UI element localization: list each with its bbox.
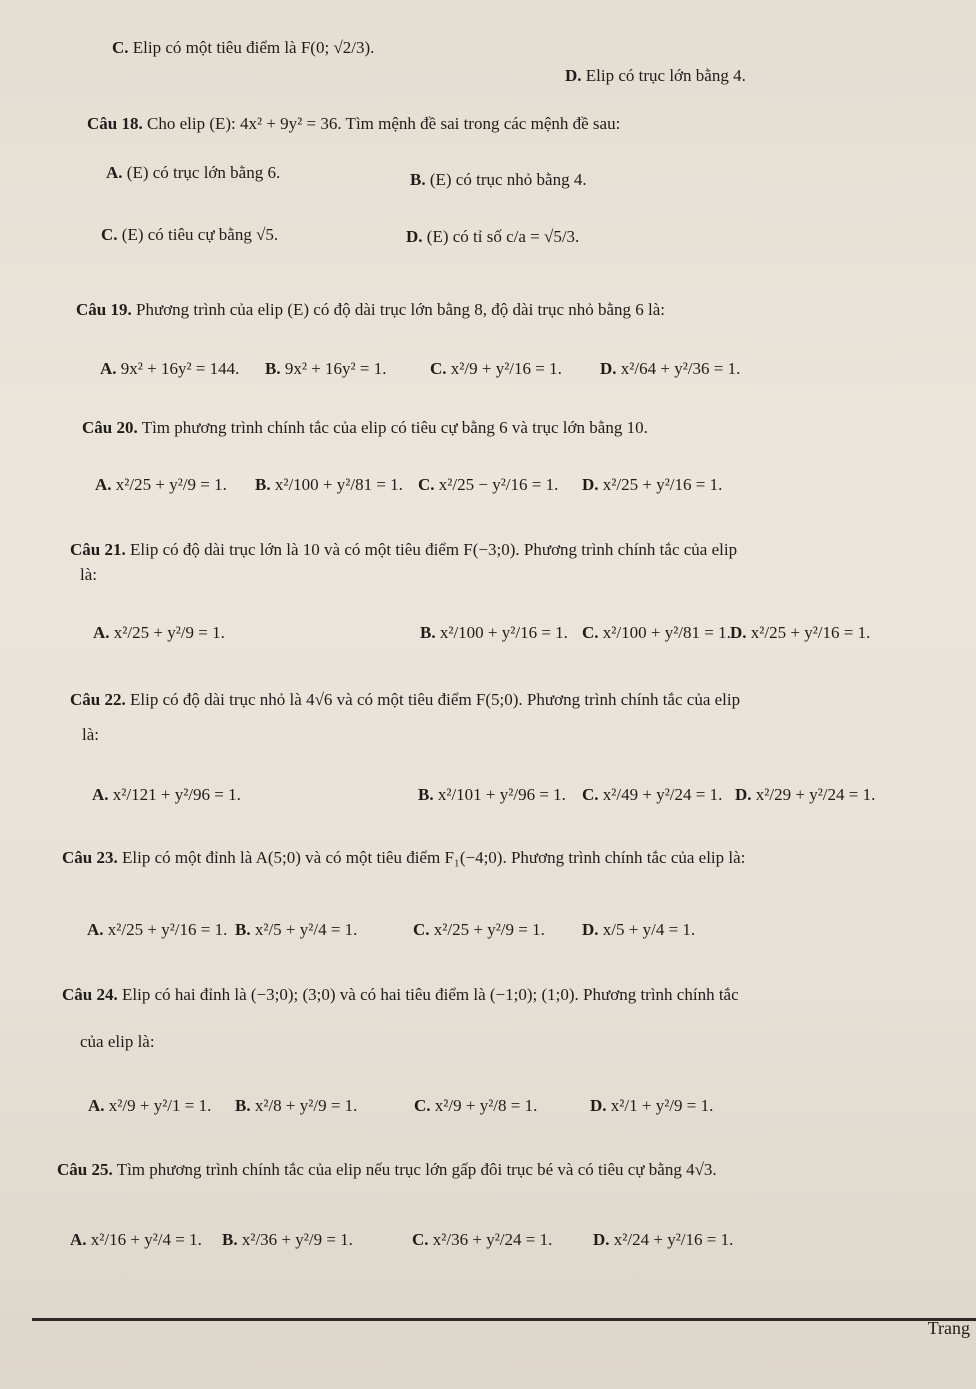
q21-option-d: D. x²/25 + y²/16 = 1. bbox=[730, 623, 871, 642]
q17-option-c-text: Elip có một tiêu điểm là F(0; √2/3). bbox=[132, 38, 375, 57]
q25-stem: Câu 25. Tìm phương trình chính tắc của elip nếu trục lớn gấp đôi trục bé và có tiêu cự bằng 4√3. bbox=[57, 1160, 717, 1179]
q18-option-a: A. (E) có trục lớn bằng 6. bbox=[106, 163, 281, 182]
q20-option-d: D. x²/25 + y²/16 = 1. bbox=[582, 475, 723, 494]
q22-stem-cont: là: bbox=[82, 725, 99, 744]
q23-stem: Câu 23. Elip có một đỉnh là A(5;0) và có một tiêu điểm F₁(−4;0). Phương trình chính tắc của elip là: bbox=[62, 848, 746, 867]
q25-option-c: C. x²/36 + y²/24 = 1. bbox=[412, 1230, 553, 1249]
q22-option-c: C. x²/49 + y²/24 = 1. bbox=[582, 785, 723, 804]
q25-option-b: B. x²/36 + y²/9 = 1. bbox=[222, 1230, 353, 1249]
q17-option-d: D. Elip có trục lớn bằng 4. bbox=[565, 66, 746, 85]
footer-rule bbox=[32, 1318, 976, 1321]
q25-option-a: A. x²/16 + y²/4 = 1. bbox=[70, 1230, 202, 1249]
q23-option-a: A. x²/25 + y²/16 = 1. bbox=[87, 920, 228, 939]
q19-option-a: A. 9x² + 16y² = 144. bbox=[100, 359, 240, 378]
q17-option-c: C. Elip có một tiêu điểm là F(0; √2/3). bbox=[112, 38, 375, 57]
q21-option-b: B. x²/100 + y²/16 = 1. bbox=[420, 623, 568, 642]
q23-option-d: D. x/5 + y/4 = 1. bbox=[582, 920, 696, 939]
q22-option-b: B. x²/101 + y²/96 = 1. bbox=[418, 785, 566, 804]
q20-option-b: B. x²/100 + y²/81 = 1. bbox=[255, 475, 403, 494]
q22-stem: Câu 22. Elip có độ dài trục nhỏ là 4√6 và có một tiêu điểm F(5;0). Phương trình chính tắc của elip bbox=[70, 690, 741, 709]
q18-option-d: D. (E) có tỉ số c/a = √5/3. bbox=[406, 227, 580, 246]
q18-option-b: B. (E) có trục nhỏ bằng 4. bbox=[410, 170, 587, 189]
q24-stem: Câu 24. Elip có hai đỉnh là (−3;0); (3;0) và có hai tiêu điểm là (−1;0); (1;0). Phương trình chính tắc bbox=[62, 985, 739, 1004]
q20-stem: Câu 20. Tìm phương trình chính tắc của elip có tiêu cự bằng 6 và trục lớn bằng 10. bbox=[82, 418, 648, 437]
page-footer-label: Trang bbox=[927, 1318, 970, 1338]
q24-stem-cont: của elip là: bbox=[80, 1032, 155, 1051]
q21-option-c: C. x²/100 + y²/81 = 1. bbox=[582, 623, 731, 642]
q18-stem: Câu 18. Cho elip (E): 4x² + 9y² = 36. Tìm mệnh đề sai trong các mệnh đề sau: bbox=[87, 114, 621, 133]
q19-option-b: B. 9x² + 16y² = 1. bbox=[265, 359, 387, 378]
q23-option-c: C. x²/25 + y²/9 = 1. bbox=[413, 920, 545, 939]
q24-option-b: B. x²/8 + y²/9 = 1. bbox=[235, 1096, 358, 1115]
q18-option-c: C. (E) có tiêu cự bằng √5. bbox=[101, 225, 279, 244]
q19-stem: Câu 19. Phương trình của elip (E) có độ dài trục lớn bằng 8, độ dài trục nhỏ bằng 6 là: bbox=[76, 300, 666, 319]
q21-stem: Câu 21. Elip có độ dài trục lớn là 10 và có một tiêu điểm F(−3;0). Phương trình chính tắc của elip bbox=[70, 540, 738, 559]
q20-option-c: C. x²/25 − y²/16 = 1. bbox=[418, 475, 559, 494]
q20-option-a: A. x²/25 + y²/9 = 1. bbox=[95, 475, 227, 494]
q21-option-a: A. x²/25 + y²/9 = 1. bbox=[93, 623, 225, 642]
q25-option-d: D. x²/24 + y²/16 = 1. bbox=[593, 1230, 734, 1249]
q19-option-d: D. x²/64 + y²/36 = 1. bbox=[600, 359, 741, 378]
q24-option-a: A. x²/9 + y²/1 = 1. bbox=[88, 1096, 212, 1115]
q22-option-a: A. x²/121 + y²/96 = 1. bbox=[92, 785, 241, 804]
q23-option-b: B. x²/5 + y²/4 = 1. bbox=[235, 920, 358, 939]
q19-option-c: C. x²/9 + y²/16 = 1. bbox=[430, 359, 562, 378]
q22-option-d: D. x²/29 + y²/24 = 1. bbox=[735, 785, 876, 804]
q17-option-d-text: Elip có trục lớn bằng 4. bbox=[585, 66, 746, 85]
q24-option-c: C. x²/9 + y²/8 = 1. bbox=[414, 1096, 538, 1115]
q24-option-d: D. x²/1 + y²/9 = 1. bbox=[590, 1096, 714, 1115]
q21-stem-cont: là: bbox=[80, 565, 97, 584]
